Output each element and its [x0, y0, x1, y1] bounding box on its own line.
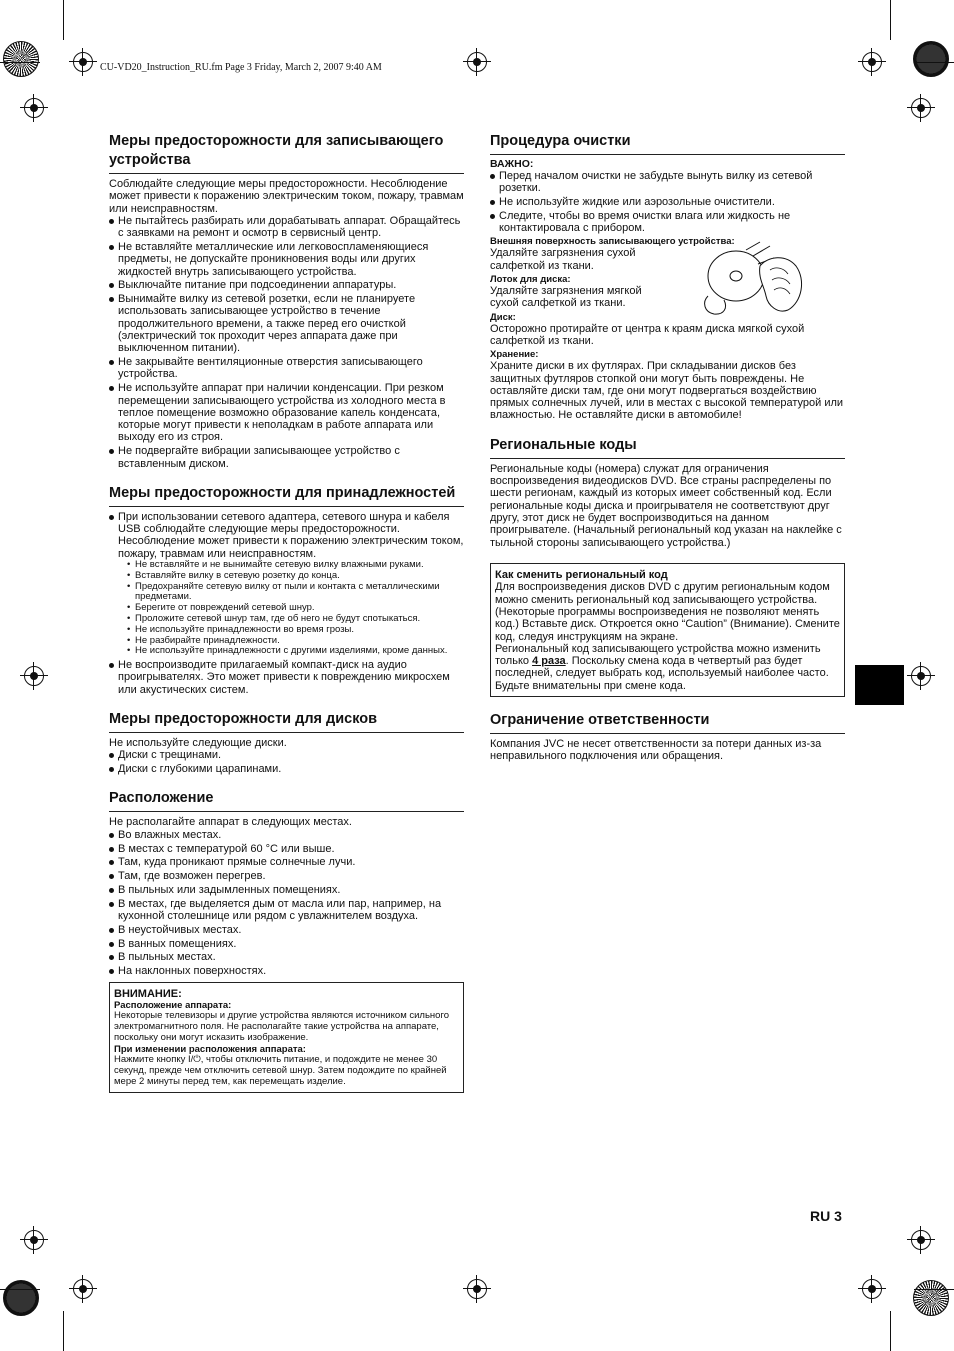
file-header: CU-VD20_Instruction_RU.fm Page 3 Friday, March 2, 2007 9:40 AM — [100, 62, 382, 73]
box-text-part: . Поскольку смена кода в четвертый раз будет последней, следует выбрать код, используемый наиболее часто. Будьте внимательны при смене кода. — [495, 655, 829, 692]
section-intro: Соблюдайте следующие меры предосторожности. Несоблюдение может привести к поражению электрическим током, пожару, травмам или неисправностям. — [109, 178, 464, 215]
section-disc-precautions — [109, 710, 464, 775]
bullet-list — [109, 511, 464, 696]
cleaning-text: Удаляйте загрязнения мягкой сухой салфеткой из ткани. — [490, 285, 642, 310]
cleaning-text: Осторожно протирайте от центра к краям диска мягкой сухой салфеткой из ткани. — [490, 322, 805, 347]
section-title: Процедура очистки — [490, 132, 845, 155]
crop-line — [914, 62, 954, 63]
crop-target-icon — [73, 1279, 93, 1299]
bullet-list — [109, 215, 464, 470]
list-item: Не используйте жидкие или аэрозольные очистители. — [490, 196, 845, 208]
list-item: Не воспроизводите прилагаемый компакт-диск на аудио проигрывателях. Это может привести к повреждению микросхем или акустических систем. — [109, 659, 464, 696]
list-item: Там, куда проникают прямые солнечные лучи. — [109, 856, 464, 868]
list-item: В пыльных местах. — [109, 951, 464, 963]
crop-line — [0, 62, 40, 63]
crop-line — [890, 0, 891, 40]
list-item: Там, где возможен перегрев. — [109, 870, 464, 882]
list-item: В местах, где выделяется дым от масла или пар, например, на кухонной столешнице или рядом с увлажнителем воздуха. — [109, 898, 464, 923]
region-code-box — [490, 563, 845, 697]
section-title: Меры предосторожности для принадлежностей — [109, 484, 464, 507]
section-location — [109, 789, 464, 1092]
bullet-list — [109, 829, 464, 978]
cleaning-label: Лоток для диска: — [490, 274, 571, 286]
crop-line — [63, 0, 64, 40]
list-item: Диски с трещинами. — [109, 749, 464, 761]
caution-text: Нажмите кнопку I/⏻, чтобы отключить питание, и подождите не менее 30 секунд, прежде чем отключить сетевой шнур. Затем подождите по крайней мере 2 минуты перед тем, как перемещать изделие. — [114, 1054, 447, 1088]
list-item: Не вставляйте металлические или легковоспламеняющиеся предметы, не допускайте проникновения воды или других жидкостей внутрь записывающего устройства. — [109, 241, 464, 278]
list-item: На наклонных поверхностях. — [109, 965, 464, 977]
section-accessories-precautions — [109, 484, 464, 696]
caution-label: Расположение аппарата: — [114, 1000, 232, 1012]
important-label: ВАЖНО: — [490, 158, 534, 170]
disc-cleaning-illustration — [698, 236, 848, 316]
list-item: Выключайте питание при подсоединении аппаратуры. — [109, 279, 464, 291]
box-text: Для воспроизведения дисков DVD с другим региональным кодом можно сменить региональный код записывающего устройства. (Некоторые программы воспроизведения не позволяют менять код.) Вставьте диск. Откроется окно “Caution” (Внимание). Смените код, следуя инструкциям на экране. — [495, 581, 840, 643]
box-text-emphasis: 4 раза — [532, 655, 566, 668]
sub-item: • Не используйте принадлежности с другими изделиями, кроме данных. — [127, 646, 464, 657]
crop-target-icon — [911, 98, 931, 118]
section-title: Региональные коды — [490, 436, 845, 459]
list-item-text: При использовании сетевого адаптера, сетевого шнура и кабеля USB соблюдайте следующие меры предосторожности. Несоблюдение может привести к поражению электрическим током, пожару, травмам или неисправностям. — [118, 510, 464, 560]
crop-target-icon — [467, 52, 487, 72]
list-item: Во влажных местах. — [109, 829, 464, 841]
section-text: Региональные коды (номера) служат для ограничения воспроизведения видеодисков DVD. Все страны распределены по шести регионам, каждый из которых имеет собственный код. Если региональные коды диска и проигрывателя не соответствуют друг другу, этот диск не будет воспроизводиться на данном проигрывателе. (Начальный региональный код указан на наклейке с тыльной стороны записывающего устройства.) — [490, 462, 842, 549]
crop-target-icon — [862, 52, 882, 72]
crop-target-icon — [73, 52, 93, 72]
section-title: Расположение — [109, 789, 464, 812]
section-region-codes — [490, 436, 845, 697]
list-item: Следите, чтобы во время очистки влага или жидкость не контактировала с прибором. — [490, 210, 845, 235]
list-item: Не пытайтесь разбирать или дорабатывать аппарат. Обращайтесь с заявками на ремонт и осмотр в сервисный центр. — [109, 215, 464, 240]
list-item: В местах с температурой 60 °C или выше. — [109, 843, 464, 855]
caution-box — [109, 982, 464, 1093]
section-text: Компания JVC не несет ответственности за потери данных из-за неправильного подключения или обращения. — [490, 738, 822, 763]
section-disclaimer — [490, 711, 845, 763]
section-intro: Не располагайте аппарат в следующих местах. — [109, 816, 352, 829]
cleaning-text: Храните диски в их футлярах. При складывании дисков без защитных футляров стопкой они могут быть повреждены. Не оставляйте диски там, где они могут подвергаться воздействию прямых солнечных лучей, или в местах с высокой температурой или влажностью. Не оставляйте диски в автомобиле! — [490, 360, 844, 422]
crop-line — [63, 1311, 64, 1351]
cleaning-label: Диск: — [490, 311, 516, 323]
page-number: RU 3 — [810, 1208, 842, 1224]
list-item: Перед началом очистки не забудьте вынуть вилку из сетевой розетки. — [490, 170, 845, 195]
sub-item: • Не используйте принадлежности во время грозы. — [127, 625, 464, 636]
crop-target-icon — [24, 666, 44, 686]
left-column — [109, 132, 464, 1107]
caution-title: ВНИМАНИЕ: — [114, 987, 182, 1000]
sub-item: • Не вставляйте и не вынимайте сетевую вилку влажными руками. — [127, 560, 464, 571]
box-text-part: Региональный код записывающего устройства можно изменить только — [495, 642, 821, 668]
bullet-list — [109, 749, 464, 775]
caution-text: Некоторые телевизоры и другие устройства являются источником сильного электромагнитного поля. Не располагайте такие устройства на аппарате, поскольку они могут исказить изображение. — [114, 1010, 449, 1043]
list-item: Диски с глубокими царапинами. — [109, 763, 464, 775]
sub-item: • Проложите сетевой шнур там, где об него не будут спотыкаться. — [127, 614, 464, 625]
crop-target-icon — [467, 1279, 487, 1299]
sub-list — [118, 560, 464, 657]
section-intro: Не используйте следующие диски. — [109, 737, 287, 750]
crop-target-icon — [24, 1230, 44, 1250]
sub-item: • Берегите от повреждений сетевой шнур. — [127, 603, 464, 614]
crop-target-icon — [862, 1279, 882, 1299]
list-item: Не подвергайте вибрации записывающее устройство с вставленным диском. — [109, 445, 464, 470]
cleaning-label: Хранение: — [490, 349, 539, 361]
list-item — [109, 511, 464, 657]
section-cleaning — [490, 132, 845, 422]
section-recorder-precautions — [109, 132, 464, 470]
crop-target-icon — [911, 666, 931, 686]
section-title: Меры предосторожности для дисков — [109, 710, 464, 733]
registration-rosette-bottom-left — [3, 1280, 39, 1316]
sub-item: • Не разбирайте принадлежности. — [127, 636, 464, 647]
sub-item: • Предохраняйте сетевую вилку от пыли и контакта с металлическими предметами. — [127, 582, 464, 604]
section-title: Меры предосторожности для записывающего устройства — [109, 132, 464, 174]
bullet-list — [490, 170, 845, 234]
sub-item: • Вставляйте вилку в сетевую розетку до конца. — [127, 571, 464, 582]
crop-line — [914, 1289, 954, 1290]
registration-rosette-top-left — [3, 41, 39, 77]
crop-target-icon — [911, 1230, 931, 1250]
list-item: В неустойчивых местах. — [109, 924, 464, 936]
crop-line — [890, 1311, 891, 1351]
section-title: Ограничение ответственности — [490, 711, 845, 734]
box-text — [495, 643, 840, 692]
registration-rosette-top-right — [913, 41, 949, 77]
cleaning-label: Внешняя поверхность записывающего устройства: — [490, 236, 735, 248]
list-item: Не закрывайте вентиляционные отверстия записывающего устройства. — [109, 356, 464, 381]
box-title: Как сменить региональный код — [495, 568, 668, 581]
cleaning-details — [490, 236, 845, 421]
list-item: В ванных помещениях. — [109, 938, 464, 950]
caution-label: При изменении расположения аппарата: — [114, 1044, 306, 1056]
section-tab — [855, 665, 904, 705]
list-item: В пыльных или задымленных помещениях. — [109, 884, 464, 896]
crop-target-icon — [24, 98, 44, 118]
right-column — [490, 132, 845, 777]
list-item: Вынимайте вилку из сетевой розетки, если не планируете использовать записывающее устройство в течение продолжительного времени, а также перед его очисткой (электрический ток проходит через аппарата даже при выключенном питании). — [109, 293, 464, 354]
crop-line — [0, 1289, 40, 1290]
cleaning-text: Удаляйте загрязнения сухой салфеткой из ткани. — [490, 247, 636, 272]
registration-rosette-bottom-right — [913, 1280, 949, 1316]
list-item: Не используйте аппарат при наличии конденсации. При резком перемещении записывающего устройства из холодного места в теплое помещение возможно образование капель конденсата, которые могут привести к неполадкам в работе аппарата или выходу его из строя. — [109, 382, 464, 443]
